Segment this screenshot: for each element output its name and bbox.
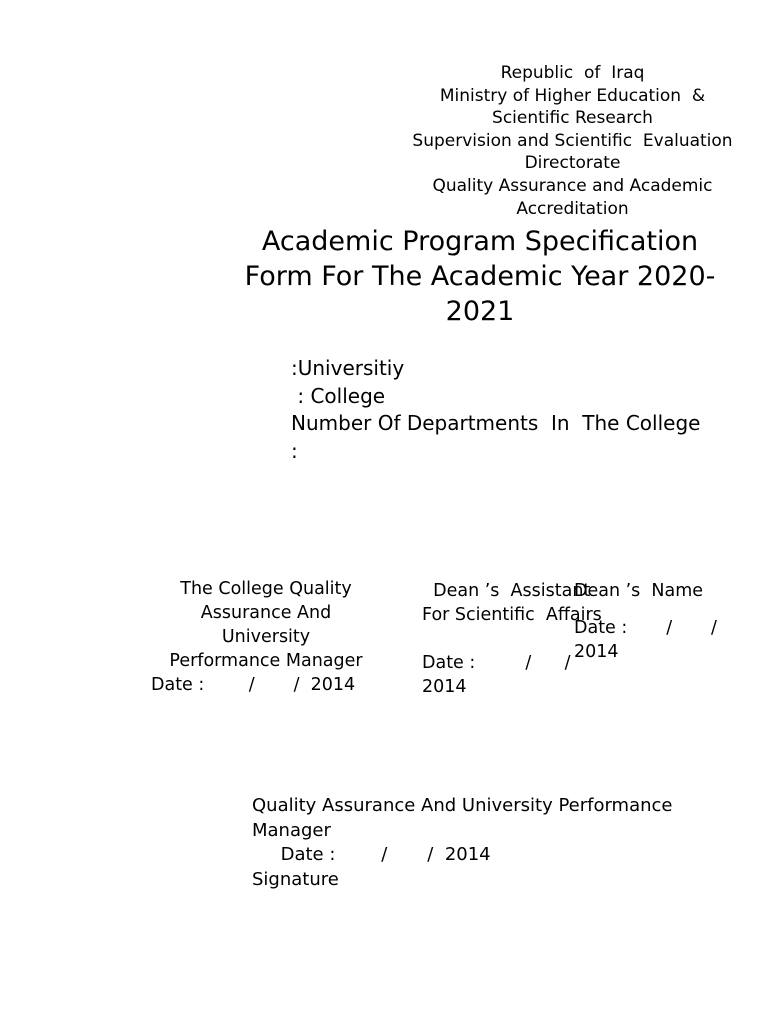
title-line-2: Form For The Academic Year 2020- xyxy=(244,261,716,292)
departments-label: Number Of Departments In The College xyxy=(291,411,701,435)
qa-manager-line-1: Quality Assurance And University Performance xyxy=(252,795,673,816)
dean-date: Date : / / xyxy=(574,618,717,638)
header-line-research: Scientific Research xyxy=(492,108,653,129)
college-label: : College xyxy=(291,383,386,408)
quality-manager-line-2: Assurance And xyxy=(200,603,332,623)
university-info xyxy=(291,355,766,465)
quality-manager-line-4: Performance Manager xyxy=(169,651,363,671)
qa-manager-signature-label: Signature xyxy=(252,868,339,890)
form-title xyxy=(220,224,740,327)
deans-assistant-line-1: Dean ’s Assistant xyxy=(422,581,591,601)
header-line-republic: Republic of Iraq xyxy=(500,63,645,83)
title-line-1: Academic Program Specification xyxy=(261,226,699,257)
qa-manager-line-2: Manager xyxy=(252,819,331,841)
quality-manager-date: Date : / / 2014 xyxy=(151,675,356,695)
quality-manager-signature xyxy=(140,577,392,697)
header-line-directorate: Directorate xyxy=(524,153,621,174)
qa-manager-signature xyxy=(252,794,752,892)
header-line-ministry: Ministry of Higher Education & xyxy=(439,85,706,106)
title-line-3: 2021 xyxy=(445,296,515,327)
header-line-quality: Quality Assurance and Academic xyxy=(432,175,713,196)
dean-spacer xyxy=(574,603,764,616)
ministry-header xyxy=(390,62,755,219)
quality-manager-line-1: The College Quality xyxy=(180,579,352,599)
deans-assistant-line-2: For Scientific Affairs xyxy=(422,605,602,625)
dean-year: 2014 xyxy=(574,642,619,662)
dean-signature xyxy=(574,579,764,664)
deans-assistant-year: 2014 xyxy=(422,677,467,697)
header-line-supervision: Supervision and Scientific Evaluation xyxy=(412,130,733,151)
qa-manager-date: Date : / / 2014 xyxy=(252,844,491,865)
university-label: :Universitiy xyxy=(291,356,405,380)
quality-manager-line-3: University xyxy=(221,627,311,647)
dean-name-label: Dean ’s Name xyxy=(574,581,704,601)
deans-assistant-date: Date : / / xyxy=(422,653,571,673)
departments-colon: : xyxy=(291,438,298,463)
header-line-accreditation: Accreditation xyxy=(516,198,629,219)
